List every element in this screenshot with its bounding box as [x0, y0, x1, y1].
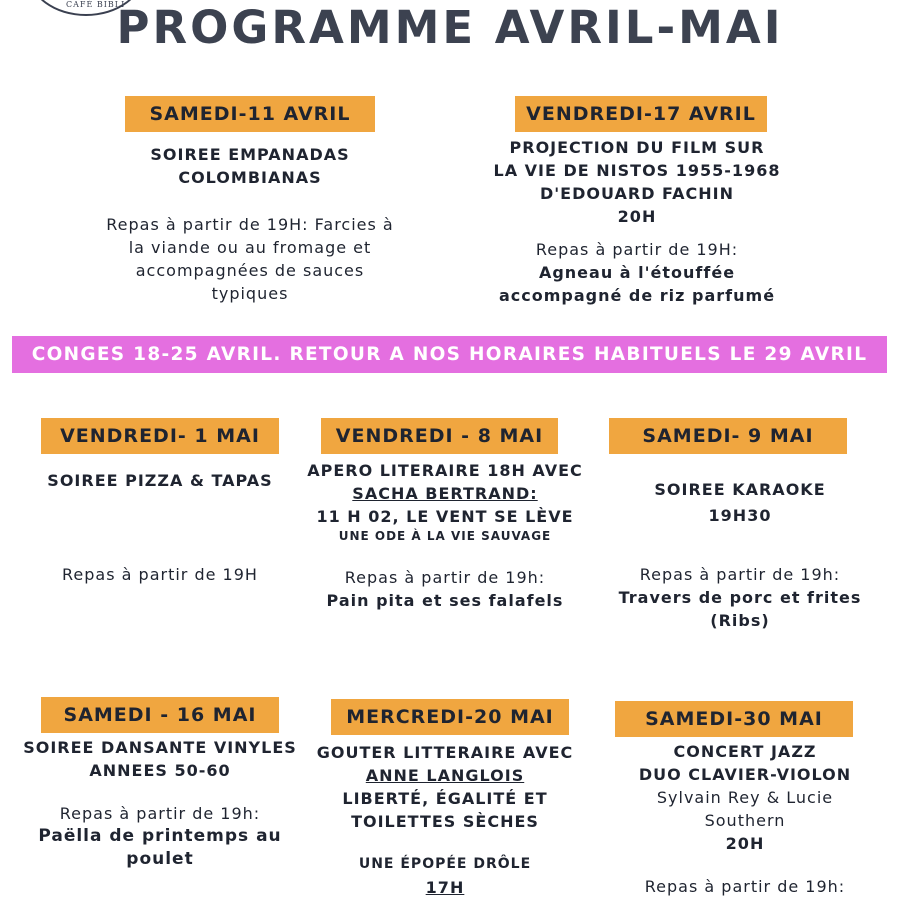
event-date-badge: VENDREDI- 1 MAI	[41, 418, 279, 454]
meal-description: Agneau à l'étouffée	[538, 263, 736, 282]
event-date-badge: VENDREDI-17 AVRIL	[515, 96, 767, 132]
event-date-badge: SAMEDI-11 AVRIL	[125, 96, 375, 132]
event-name: DUO CLAVIER-VIOLON	[638, 765, 852, 784]
event-date-badge: MERCREDI-20 MAI	[331, 699, 569, 735]
meal-description: (Ribs)	[710, 611, 770, 630]
meal-intro: Repas à partir de 19h:	[344, 568, 546, 587]
event-block	[5, 736, 315, 871]
artist-names: Sylvain Rey & Lucie	[656, 788, 834, 807]
event-date-badge: SAMEDI-30 MAI	[615, 701, 853, 737]
event-time: 17H	[425, 878, 465, 897]
meal-description: Repas à partir de 19H: Farcies à	[106, 215, 394, 234]
holiday-banner: CONGES 18-25 AVRIL. RETOUR A NOS HORAIRES HABITUELS LE 29 AVRIL	[12, 336, 887, 373]
event-name: APERO LITERAIRE 18H AVEC	[307, 461, 583, 480]
meal-description: accompagné de riz parfumé	[498, 286, 776, 305]
event-block	[290, 741, 600, 899]
guest-name: ANNE LANGLOIS	[365, 766, 525, 785]
artist-names: Southern	[704, 811, 786, 830]
book-title: 11 H 02, LE VENT SE LÈVE	[316, 507, 574, 526]
event-name: SOIREE PIZZA & TAPAS	[47, 471, 273, 490]
event-name: LA VIE DE NISTOS 1955-1968	[493, 161, 781, 180]
event-date-badge: VENDREDI - 8 MAI	[321, 418, 558, 454]
meal-description: Paëlla de printemps au	[38, 826, 282, 846]
meal-description: Pain pita et ses falafels	[326, 591, 564, 610]
event-name: GOUTER LITTERAIRE AVEC	[316, 743, 574, 762]
event-time: 19H30	[708, 506, 772, 525]
event-time: 20H	[617, 207, 657, 226]
event-name: ANNEES 50-60	[89, 761, 231, 780]
event-block	[10, 469, 310, 586]
event-block	[590, 740, 900, 898]
event-name: PROJECTION DU FILM SUR	[509, 138, 765, 157]
event-name: CONCERT JAZZ	[673, 742, 817, 761]
event-block	[290, 459, 600, 612]
meal-description: typiques	[211, 284, 289, 303]
meal-intro: Repas à partir de 19h:	[639, 565, 841, 584]
meal-intro: Repas à partir de 19H	[62, 565, 258, 584]
event-block	[70, 143, 430, 305]
page-title: PROGRAMME AVRIL-MAI	[116, 1, 784, 54]
event-name: SOIREE DANSANTE VINYLES	[23, 738, 297, 757]
event-block	[467, 136, 807, 307]
event-name: COLOMBIANAS	[178, 168, 322, 187]
book-title: TOILETTES SÈCHES	[351, 812, 539, 831]
logo-text: CAFÉ BIBLI	[66, 0, 126, 9]
meal-description: Travers de porc et frites	[618, 588, 862, 607]
event-date-badge: SAMEDI- 9 MAI	[609, 418, 847, 454]
event-name: SOIREE EMPANADAS	[150, 145, 350, 164]
meal-description: poulet	[126, 849, 194, 869]
event-block	[590, 477, 890, 632]
meal-intro: Repas à partir de 19H:	[535, 240, 739, 259]
meal-description: la viande ou au fromage et	[128, 238, 372, 257]
book-title: LIBERTÉ, ÉGALITÉ ET	[342, 789, 548, 808]
meal-intro: Repas à partir de 19h:	[59, 804, 261, 823]
meal-intro: Repas à partir de 19h:	[644, 877, 846, 896]
meal-description: accompagnées de sauces	[135, 261, 365, 280]
event-date-badge: SAMEDI - 16 MAI	[41, 697, 279, 733]
book-subtitle: UNE ÉPOPÉE DRÔLE	[358, 856, 532, 872]
guest-name: SACHA BERTRAND:	[352, 484, 538, 503]
event-time: 20H	[725, 834, 765, 853]
event-name: D'EDOUARD FACHIN	[540, 184, 734, 203]
event-name: SOIREE KARAOKE	[654, 480, 826, 499]
book-subtitle: UNE ODE À LA VIE SAUVAGE	[338, 529, 552, 543]
